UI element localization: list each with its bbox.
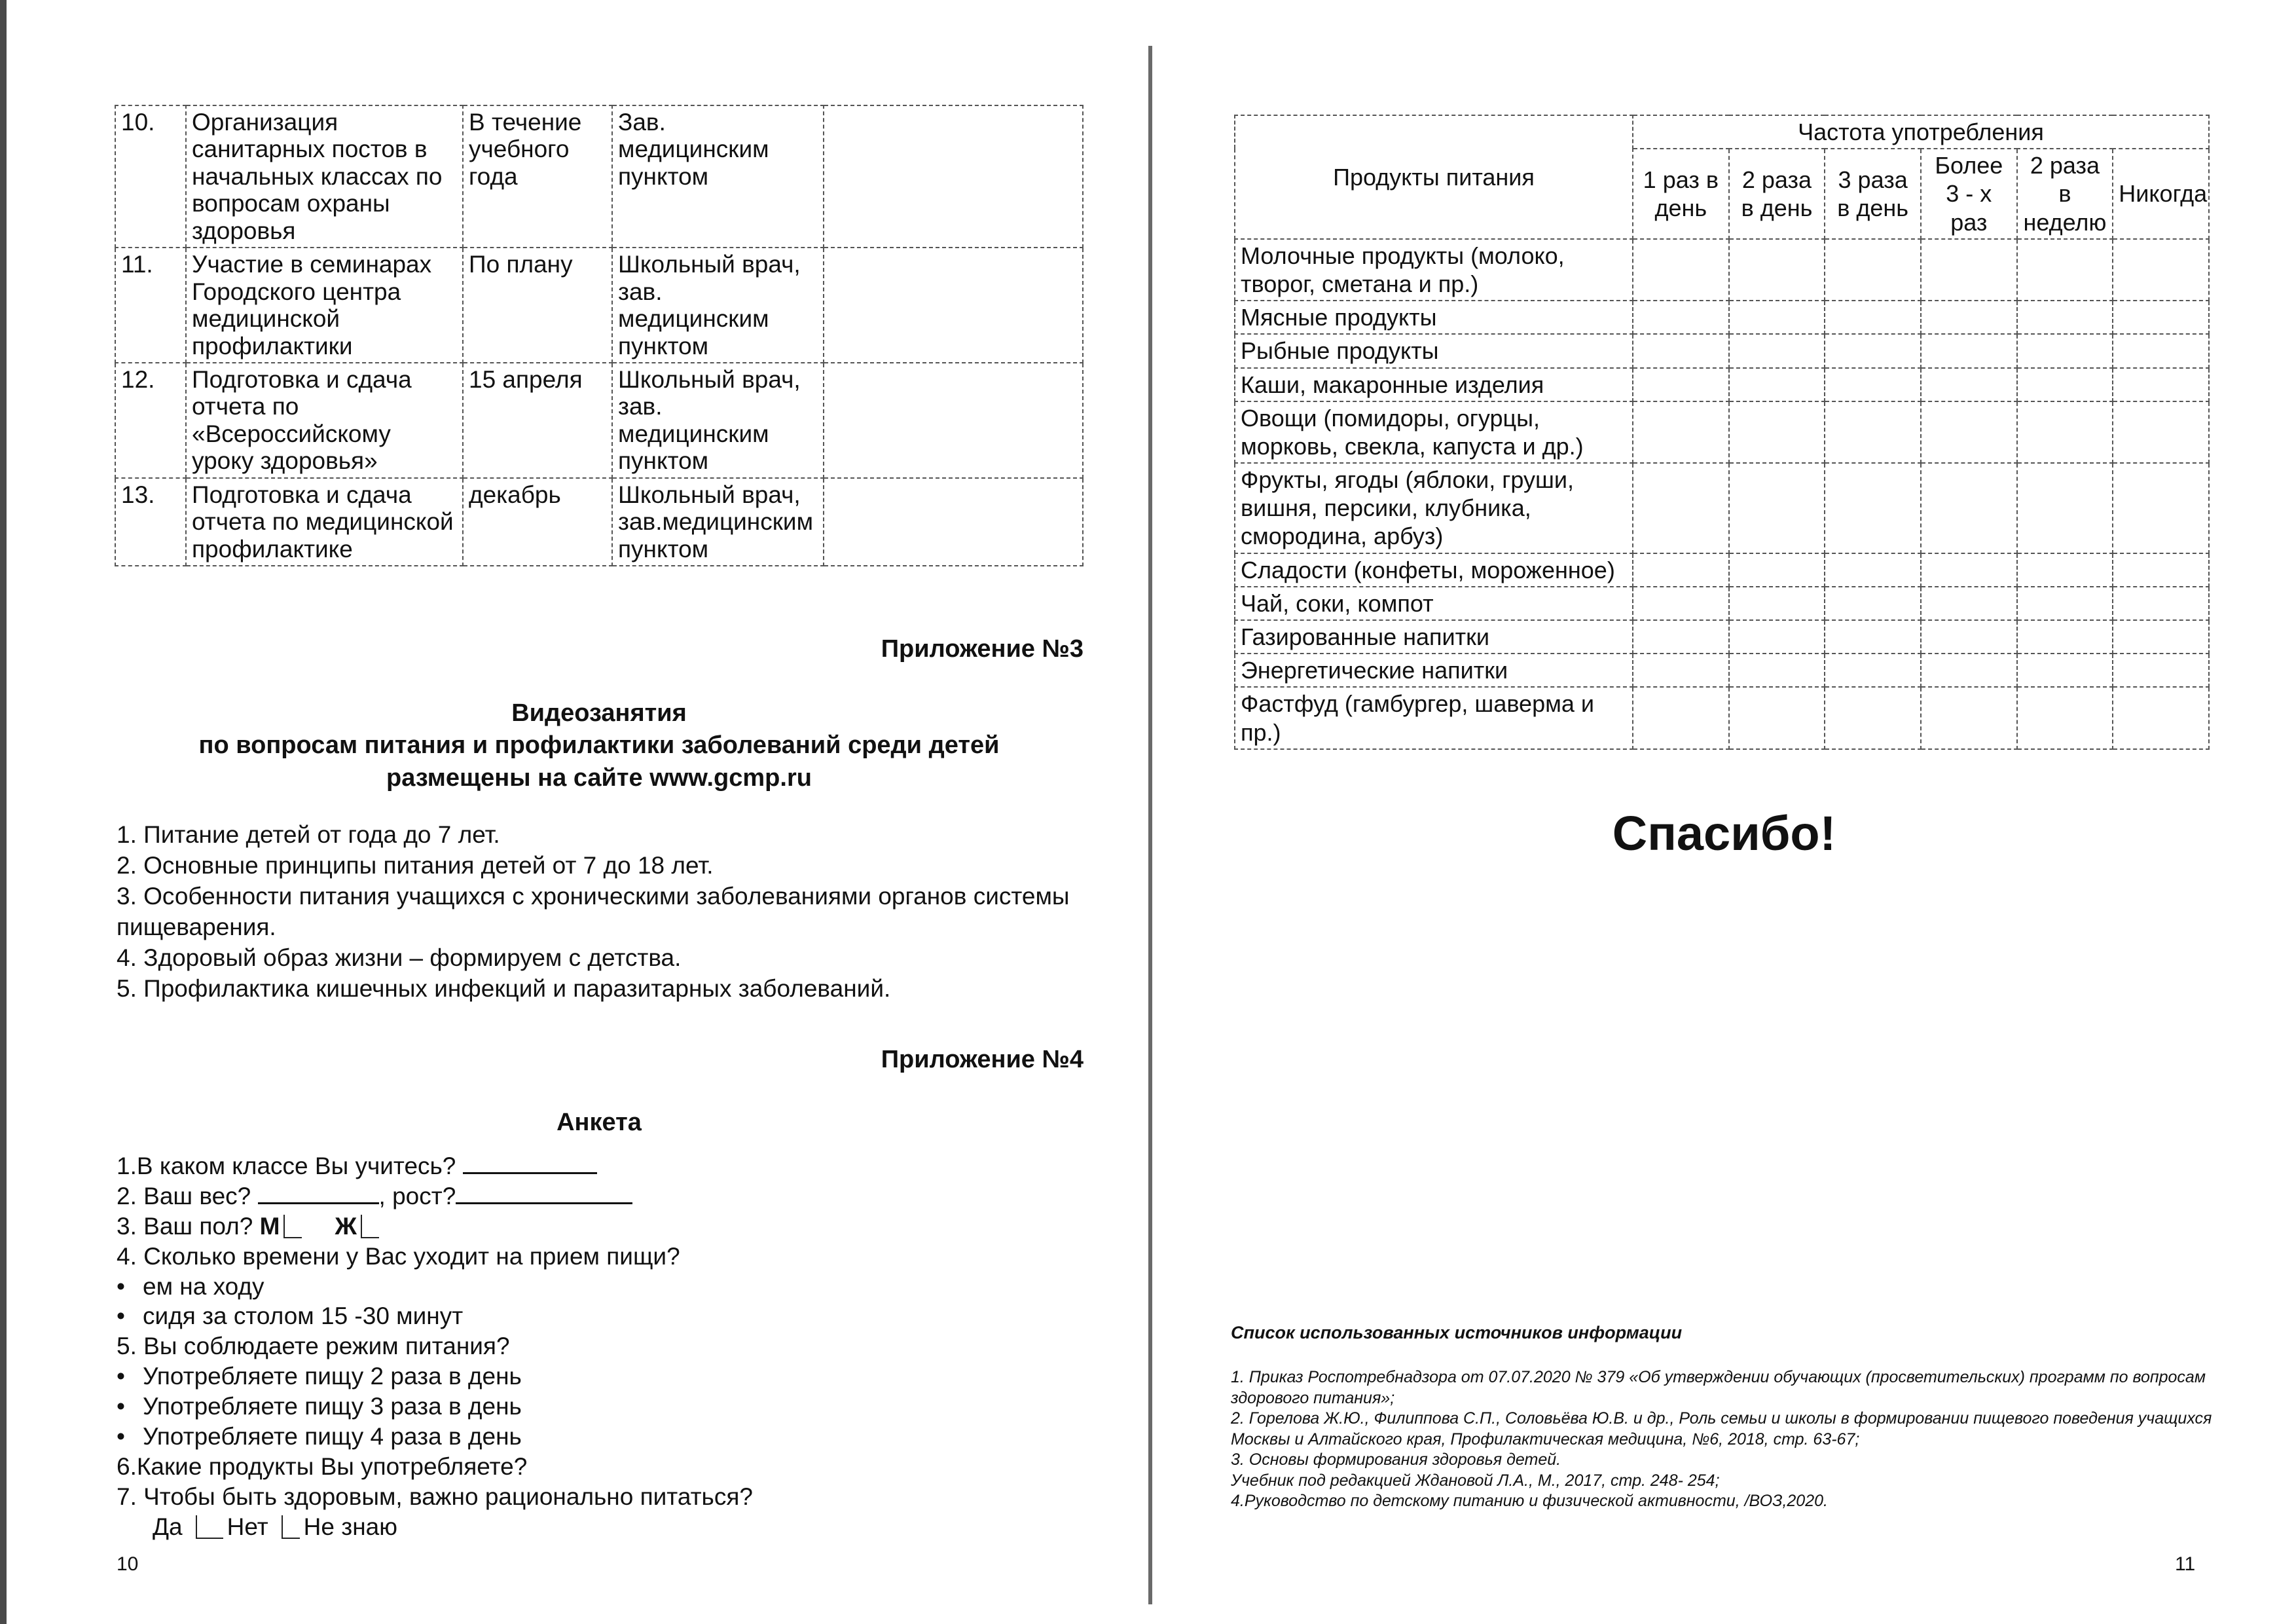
checkbox-female[interactable] xyxy=(361,1215,379,1238)
column-header-frequency: Частота употребления xyxy=(1633,115,2209,149)
checkbox-yes[interactable] xyxy=(196,1515,223,1539)
checkbox-no[interactable] xyxy=(282,1515,300,1539)
option-yes: Да xyxy=(153,1513,183,1540)
source-item: Учебник под редакцией Ждановой Л.А., М., 2017, стр. 248- 254; xyxy=(1231,1471,1720,1490)
table-row xyxy=(1235,368,2209,401)
row-term: По плану xyxy=(463,248,612,363)
frequency-cell[interactable] xyxy=(2113,587,2209,620)
frequency-cell[interactable] xyxy=(1729,401,1825,463)
row-responsible: Школьный врач, зав. медицинским пунктом xyxy=(612,363,824,478)
frequency-cell[interactable] xyxy=(1729,687,1825,748)
source-item: 4.Руководство по детскому питанию и физической активности, /ВОЗ,2020. xyxy=(1231,1492,1828,1510)
question-text: 3. Ваш пол? xyxy=(117,1212,253,1240)
frequency-cell[interactable] xyxy=(1921,463,2017,553)
frequency-cell[interactable] xyxy=(2017,334,2113,367)
option-text: сидя за столом 15 -30 минут xyxy=(143,1302,464,1330)
frequency-cell[interactable] xyxy=(1729,334,1825,367)
frequency-cell[interactable] xyxy=(2017,368,2113,401)
frequency-cell[interactable] xyxy=(1633,463,1729,553)
column-header: 2 раза в день xyxy=(1729,149,1825,239)
frequency-cell[interactable] xyxy=(2113,654,2209,687)
bullet-icon xyxy=(117,1363,143,1390)
row-event: Организация санитарных постов в начальных классах по вопросам охраны здоровья xyxy=(186,105,463,248)
column-header: Никогда xyxy=(2113,149,2209,239)
product-name: Каши, макаронные изделия xyxy=(1235,368,1633,401)
answer-line[interactable] xyxy=(463,1153,597,1174)
frequency-cell[interactable] xyxy=(1921,301,2017,334)
product-name: Чай, соки, компот xyxy=(1235,587,1633,620)
question-7: 7. Чтобы быть здоровым, важно рационально питаться? xyxy=(117,1483,753,1510)
frequency-cell[interactable] xyxy=(2113,334,2209,367)
frequency-cell[interactable] xyxy=(2113,687,2209,748)
appendix3-title-line: Видеозанятия xyxy=(511,699,687,727)
frequency-cell[interactable] xyxy=(2017,654,2113,687)
column-header: 2 раза в неделю xyxy=(2017,149,2113,239)
thanks-heading: Спасибо! xyxy=(1612,806,1836,860)
option-item xyxy=(117,1422,1085,1452)
frequency-cell[interactable] xyxy=(2113,463,2209,553)
frequency-cell[interactable] xyxy=(1633,654,1729,687)
product-name: Рыбные продукты xyxy=(1235,334,1633,367)
checkbox-male[interactable] xyxy=(283,1215,302,1238)
page-number: 11 xyxy=(2175,1553,2196,1575)
frequency-cell[interactable] xyxy=(1825,620,1921,654)
table-row xyxy=(1235,301,2209,334)
product-name: Фастфуд (гамбургер, шаверма и пр.) xyxy=(1235,687,1633,748)
question-7-options xyxy=(117,1512,1085,1542)
frequency-cell[interactable] xyxy=(2113,239,2209,301)
row-number: 12. xyxy=(115,363,186,478)
frequency-cell[interactable] xyxy=(2113,553,2209,587)
option-text: Употребляете пищу 3 раза в день xyxy=(143,1393,522,1420)
frequency-cell[interactable] xyxy=(2017,687,2113,748)
frequency-cell[interactable] xyxy=(2017,463,2113,553)
bullet-icon xyxy=(117,1393,143,1420)
table-row xyxy=(1235,687,2209,748)
product-name: Энергетические напитки xyxy=(1235,654,1633,687)
table-row xyxy=(1235,239,2209,301)
table-row xyxy=(115,363,1083,478)
questionnaire-list xyxy=(117,1151,1085,1541)
frequency-cell[interactable] xyxy=(1729,301,1825,334)
frequency-cell[interactable] xyxy=(1729,239,1825,301)
table-row xyxy=(115,105,1083,248)
frequency-cell[interactable] xyxy=(1921,368,2017,401)
option-no: Нет xyxy=(227,1513,268,1540)
sources-title: Список использованных источников информации xyxy=(1231,1323,1683,1342)
table-row xyxy=(1235,654,2209,687)
row-number: 11. xyxy=(115,248,186,363)
option-text: Употребляете пищу 2 раза в день xyxy=(143,1363,522,1390)
frequency-cell[interactable] xyxy=(1921,620,2017,654)
frequency-cell[interactable] xyxy=(1825,587,1921,620)
product-name: Молочные продукты (молоко, творог, сметана и пр.) xyxy=(1235,239,1633,301)
frequency-cell[interactable] xyxy=(1633,401,1729,463)
row-responsible: Школьный врач, зав.медицинским пунктом xyxy=(612,478,824,566)
column-header-products: Продукты питания xyxy=(1235,115,1633,239)
frequency-cell[interactable] xyxy=(2113,401,2209,463)
option-unsure: Не знаю xyxy=(303,1513,397,1540)
option-item xyxy=(117,1361,1085,1392)
list-item: 1. Питание детей от года до 7 лет. xyxy=(117,821,500,848)
page-number: 10 xyxy=(117,1553,139,1575)
option-item xyxy=(117,1272,1085,1302)
question-4: 4. Сколько времени у Вас уходит на прием пищи? xyxy=(117,1242,680,1270)
bullet-icon xyxy=(117,1273,143,1300)
appendix3-label: Приложение №3 xyxy=(881,635,1084,663)
frequency-cell[interactable] xyxy=(1633,687,1729,748)
frequency-cell[interactable] xyxy=(2113,368,2209,401)
table-row xyxy=(1235,553,2209,587)
frequency-cell[interactable] xyxy=(1921,587,2017,620)
appendix3-title-line: по вопросам питания и профилактики заболеваний среди детей xyxy=(198,731,1000,760)
food-frequency-table xyxy=(1234,115,2210,750)
frequency-cell[interactable] xyxy=(2017,401,2113,463)
column-header: 1 раз в день xyxy=(1633,149,1729,239)
option-text: Употребляете пищу 4 раза в день xyxy=(143,1422,522,1450)
frequency-cell[interactable] xyxy=(2017,301,2113,334)
question-2 xyxy=(117,1181,1085,1211)
frequency-cell[interactable] xyxy=(1633,587,1729,620)
list-item: 4. Здоровый образ жизни – формируем с детства. xyxy=(117,944,682,971)
source-item: 1. Приказ Роспотребнадзора от 07.07.2020 № 379 «Об утверждении обучающих (просветительских) программ по вопросам здорового питания»; xyxy=(1231,1368,2206,1407)
frequency-cell[interactable] xyxy=(1729,654,1825,687)
frequency-cell[interactable] xyxy=(2113,301,2209,334)
table-row xyxy=(1235,587,2209,620)
frequency-cell[interactable] xyxy=(1825,334,1921,367)
row-term: декабрь xyxy=(463,478,612,566)
table-row xyxy=(115,248,1083,363)
option-item xyxy=(117,1392,1085,1422)
row-event: Участие в семинарах Городского центра медицинской профилактики xyxy=(186,248,463,363)
column-header: 3 раза в день xyxy=(1825,149,1921,239)
frequency-cell[interactable] xyxy=(1921,239,2017,301)
row-responsible: Школьный врач, зав. медицинским пунктом xyxy=(612,248,824,363)
question-5: 5. Вы соблюдаете режим питания? xyxy=(117,1333,510,1360)
frequency-cell[interactable] xyxy=(1633,239,1729,301)
option-female: Ж xyxy=(335,1212,357,1240)
source-item: 3. Основы формирования здоровья детей. xyxy=(1231,1450,1561,1469)
option-male: М xyxy=(259,1212,280,1240)
frequency-cell[interactable] xyxy=(1825,687,1921,748)
frequency-cell[interactable] xyxy=(1729,368,1825,401)
option-item xyxy=(117,1301,1085,1331)
answer-line[interactable] xyxy=(456,1183,632,1204)
question-3 xyxy=(117,1211,1085,1242)
appendix3-title-line: размещены на сайте www.gcmp.ru xyxy=(386,764,812,792)
frequency-cell[interactable] xyxy=(2017,587,2113,620)
option-text: ем на ходу xyxy=(143,1272,264,1300)
row-extra-cell xyxy=(824,105,1083,248)
table-row xyxy=(1235,401,2209,463)
frequency-cell[interactable] xyxy=(1825,654,1921,687)
frequency-cell[interactable] xyxy=(1729,463,1825,553)
product-name: Газированные напитки xyxy=(1235,620,1633,654)
product-name: Мясные продукты xyxy=(1235,301,1633,334)
table-row xyxy=(1235,620,2209,654)
question-1 xyxy=(117,1151,1085,1181)
frequency-cell[interactable] xyxy=(1633,553,1729,587)
list-item: 5. Профилактика кишечных инфекций и паразитарных заболеваний. xyxy=(117,974,891,1002)
row-extra-cell xyxy=(824,248,1083,363)
product-name: Овощи (помидоры, огурцы, морковь, свекла, капуста и др.) xyxy=(1235,401,1633,463)
table-row xyxy=(115,478,1083,566)
frequency-cell[interactable] xyxy=(1921,654,2017,687)
row-event: Подготовка и сдача отчета по «Всероссийскому уроку здоровья» xyxy=(186,363,463,478)
frequency-cell[interactable] xyxy=(2017,239,2113,301)
frequency-cell[interactable] xyxy=(2017,553,2113,587)
list-item: 2. Основные принципы питания детей от 7 до 18 лет. xyxy=(117,851,714,879)
question-6: 6.Какие продукты Вы употребляете? xyxy=(117,1452,528,1480)
frequency-cell[interactable] xyxy=(1825,239,1921,301)
frequency-cell[interactable] xyxy=(2017,620,2113,654)
frequency-cell[interactable] xyxy=(1729,587,1825,620)
source-item: 2. Горелова Ж.Ю., Филиппова С.П., Соловьёва Ю.В. и др., Роль семьи и школы в формировании пищевого поведения учащихся Москвы и Алтайского края, Профилактическая медицина, №6, 2018, стр. 63-67; xyxy=(1231,1409,2212,1449)
frequency-cell[interactable] xyxy=(1633,620,1729,654)
row-responsible: Зав. медицинским пунктом xyxy=(612,105,824,248)
row-extra-cell xyxy=(824,478,1083,566)
frequency-cell[interactable] xyxy=(2113,620,2209,654)
frequency-cell[interactable] xyxy=(1633,301,1729,334)
bullet-icon xyxy=(117,1423,143,1450)
appendix4-label: Приложение №4 xyxy=(881,1046,1084,1073)
frequency-cell[interactable] xyxy=(1729,553,1825,587)
questionnaire-title: Анкета xyxy=(556,1109,642,1136)
row-extra-cell xyxy=(824,363,1083,478)
list-item: 3. Особенности питания учащихся с хроническими заболеваниями органов системы пищеварения. xyxy=(117,882,1070,940)
frequency-cell[interactable] xyxy=(1921,334,2017,367)
product-name: Фрукты, ягоды (яблоки, груши, вишня, персики, клубника, смородина, арбуз) xyxy=(1235,463,1633,553)
frequency-cell[interactable] xyxy=(1825,301,1921,334)
row-term: 15 апреля xyxy=(463,363,612,478)
frequency-cell[interactable] xyxy=(1825,463,1921,553)
row-event: Подготовка и сдача отчета по медицинской профилактике xyxy=(186,478,463,566)
frequency-cell[interactable] xyxy=(1825,401,1921,463)
question-text: , рост? xyxy=(378,1182,456,1209)
answer-line[interactable] xyxy=(258,1183,379,1204)
appendix3-title xyxy=(115,697,1084,794)
bullet-icon xyxy=(117,1302,143,1329)
row-number: 13. xyxy=(115,478,186,566)
question-text: 1.В каком классе Вы учитесь? xyxy=(117,1153,456,1179)
column-header: Более 3 - х раз xyxy=(1921,149,2017,239)
table-body xyxy=(1235,239,2209,749)
frequency-cell[interactable] xyxy=(1921,401,2017,463)
frequency-cell[interactable] xyxy=(1633,368,1729,401)
table-row xyxy=(1235,334,2209,367)
frequency-cell[interactable] xyxy=(1921,687,2017,748)
row-number: 10. xyxy=(115,105,186,248)
table-header-row xyxy=(1235,115,2209,149)
table-row xyxy=(1235,463,2209,553)
frequency-cell[interactable] xyxy=(1825,553,1921,587)
sources-list xyxy=(1231,1367,2252,1512)
row-term: В течение учебного года xyxy=(463,105,612,248)
video-lessons-list xyxy=(117,820,1085,1005)
right-page xyxy=(1152,0,2296,1624)
question-text: 2. Ваш вес? xyxy=(117,1182,251,1209)
frequency-cell[interactable] xyxy=(1633,334,1729,367)
frequency-cell[interactable] xyxy=(1825,368,1921,401)
plan-table xyxy=(115,105,1084,566)
frequency-cell[interactable] xyxy=(1921,553,2017,587)
frequency-cell[interactable] xyxy=(1729,620,1825,654)
product-name: Сладости (конфеты, мороженное) xyxy=(1235,553,1633,587)
